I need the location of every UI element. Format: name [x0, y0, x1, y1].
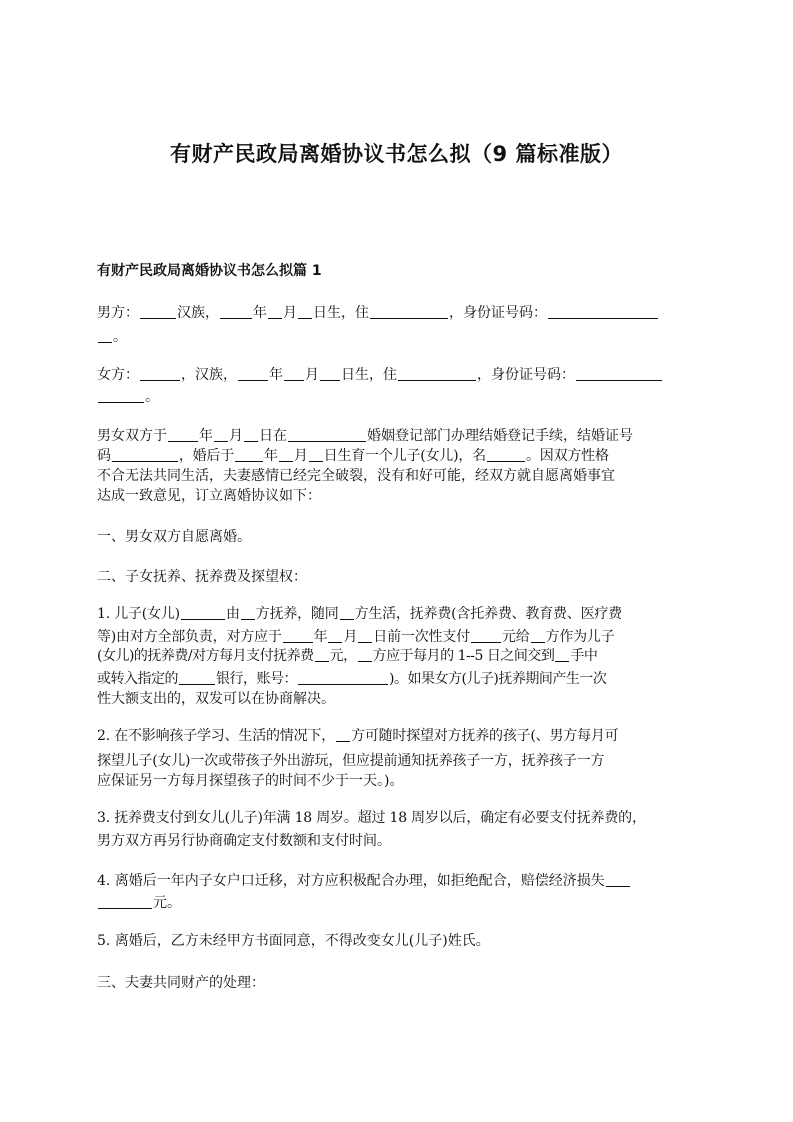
year-text: 年 [253, 305, 267, 321]
text: 方应于每月的 1--5 日之间交到 [372, 648, 555, 664]
period: 。 [145, 389, 159, 405]
period: 。 [113, 329, 127, 345]
blank [98, 328, 112, 343]
blank [398, 366, 476, 381]
blank [471, 628, 501, 643]
clause-1-line-5: 性大额支出的，双发可以在协商解决。 [97, 691, 335, 707]
text: 码 [97, 448, 111, 464]
clause-4-line-1 [97, 871, 631, 891]
blank [220, 304, 252, 319]
year-text: 年 [269, 367, 283, 383]
item-three: 三、夫妻共同财产的处理： [97, 975, 265, 991]
text: 日生育一个儿子(女儿)，名 [323, 448, 486, 464]
text: 月 [229, 428, 243, 444]
clause-3-line-2: 男方双方再另行协商确定支付数额和支付时间。 [97, 833, 391, 849]
marriage-line-4: 达成一致意见，订立离婚协议如下： [97, 488, 321, 504]
blank [98, 894, 152, 909]
clause-1-line-4 [97, 669, 606, 689]
clause-1-line-1 [97, 604, 622, 624]
id-label: ，身份证号码： [477, 367, 575, 383]
blank [606, 872, 630, 887]
blank [168, 427, 198, 442]
born-text: 日生，住 [341, 367, 397, 383]
clause-2-line-1 [97, 726, 618, 746]
blank [531, 628, 545, 643]
text: ，婚后于 [178, 448, 235, 464]
blank [298, 670, 388, 685]
text: 1. 儿子(女儿) [97, 606, 180, 622]
blank [112, 447, 178, 462]
marriage-line-1 [97, 426, 633, 446]
blank [283, 628, 313, 643]
text: 元， [329, 648, 357, 664]
month-text: 月 [283, 305, 297, 321]
text: 方抚养，随同 [255, 606, 339, 622]
blank [548, 304, 658, 319]
text: 方可随时探望对方抚养的孩子(、男方每月可 [351, 728, 619, 744]
text: 年 [313, 629, 328, 645]
blank [268, 304, 282, 319]
blank [340, 605, 354, 620]
text: 或转入指定的 [97, 671, 178, 687]
document-title: 有财产民政局离婚协议书怎么拟（9 篇标准版） [170, 142, 623, 166]
clause-2-line-2: 探望儿子(女儿)一次或带孩子外出游玩，但应提前通知抚养孩子一方，抚养孩子一方 [97, 753, 605, 769]
section-heading: 有财产民政局离婚协议书怎么拟篇 1 [97, 263, 322, 279]
blank [181, 605, 225, 620]
blank [358, 628, 372, 643]
clause-1-line-2 [97, 627, 615, 647]
text: 月 [343, 629, 358, 645]
text: 月 [293, 448, 308, 464]
blank [320, 366, 340, 381]
man-ethnicity-text: 汉族， [177, 305, 219, 321]
text: 由 [225, 606, 240, 622]
text: 婚姻登记部门办理结婚登记手续，结婚证号 [367, 428, 633, 444]
blank [288, 427, 366, 442]
blank [140, 304, 176, 319]
blank [328, 628, 342, 643]
text: 元。 [153, 895, 181, 911]
text: 手中 [570, 648, 598, 664]
text: 年 [199, 428, 213, 444]
text: 年 [264, 448, 278, 464]
blank [140, 366, 180, 381]
text: 男女双方于 [97, 428, 167, 444]
man-label: 男方： [97, 305, 139, 321]
clause-1-line-3 [97, 646, 597, 666]
clause-4-line-2 [97, 893, 181, 913]
text: 。因双方性格 [525, 448, 609, 464]
text: 日前一次性支付 [373, 629, 470, 645]
text: )。如果女方(儿子)抚养期间产生一次 [389, 671, 607, 687]
text: 4. 离婚后一年内子女户口迁移，对方应积极配合办理，如拒绝配合，赔偿经济损失 [97, 873, 605, 889]
marriage-line-2 [97, 446, 609, 466]
blank [370, 304, 448, 319]
clause-5: 5. 离婚后，乙方未经甲方书面同意，不得改变女儿(儿子)姓氏。 [97, 933, 490, 949]
blank [238, 366, 268, 381]
item-one: 一、男女双方自愿离婚。 [97, 529, 251, 545]
blank [358, 647, 372, 662]
blank [336, 727, 350, 742]
text: 方作为儿子 [545, 629, 615, 645]
blank [214, 427, 228, 442]
blank [298, 304, 312, 319]
item-two: 二、子女抚养、抚养费及探望权： [97, 569, 307, 585]
text: 日在 [259, 428, 287, 444]
marriage-line-3: 不合无法共同生活，夫妻感情已经完全破裂，没有和好可能，经双方就自愿离婚事宜 [97, 468, 615, 484]
clause-2-line-3: 应保证另一方每月探望孩子的时间不少于一天。)。 [97, 773, 404, 789]
woman-info-line [97, 365, 663, 385]
text: 银行，账号： [216, 671, 297, 687]
text: 2. 在不影响孩子学习、生活的情况下， [97, 728, 336, 744]
blank [179, 670, 215, 685]
blank [555, 647, 569, 662]
text: 等)由对方全部负责，对方应于 [97, 629, 282, 645]
text: (女儿)的抚养费/对方每月支付抚养费 [97, 648, 314, 664]
woman-label: 女方： [97, 367, 139, 383]
blank [279, 447, 293, 462]
blank [284, 366, 304, 381]
id-label: ，身份证号码： [449, 305, 547, 321]
born-text: 日生，住 [313, 305, 369, 321]
man-info-line-cont [97, 327, 127, 347]
clause-3-line-1: 3. 抚养费支付到女儿(儿子)年满 18 周岁。超过 18 周岁以后，确定有必要支付抚养费的， [97, 810, 646, 826]
blank [309, 447, 323, 462]
blank [235, 447, 263, 462]
woman-info-line-cont [97, 387, 159, 407]
blank [576, 366, 662, 381]
blank [244, 427, 258, 442]
man-info-line [97, 303, 659, 323]
text: 方生活，抚养费(含托养费、教育费、医疗费 [354, 606, 623, 622]
text: 元给 [501, 629, 530, 645]
blank [98, 388, 144, 403]
month-text: 月 [305, 367, 319, 383]
woman-ethnicity-text: ，汉族， [181, 367, 237, 383]
blank [241, 605, 255, 620]
blank [487, 447, 525, 462]
blank [315, 647, 329, 662]
